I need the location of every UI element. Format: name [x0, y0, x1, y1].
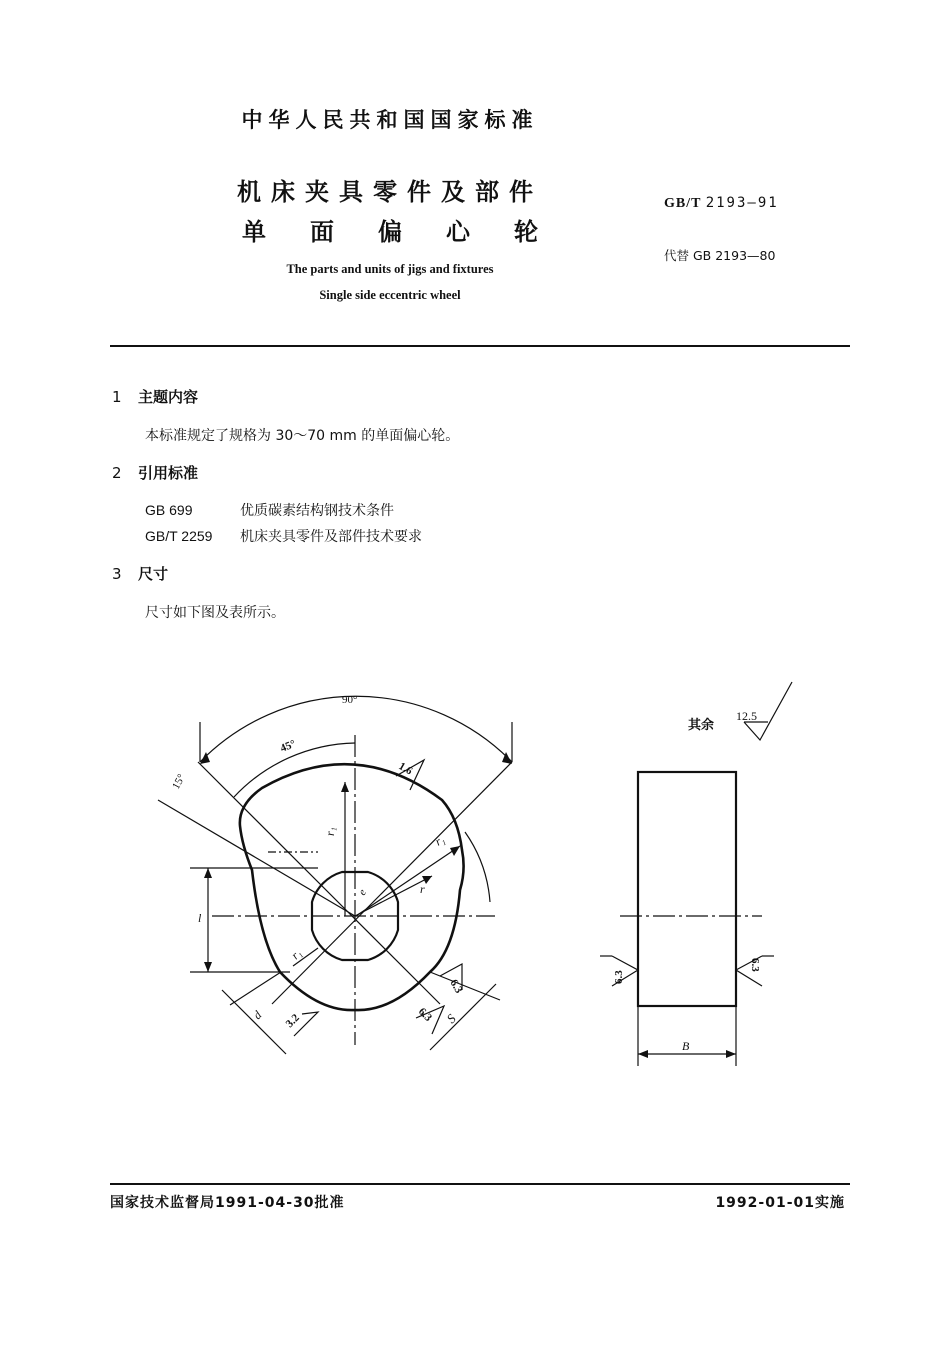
replaces-standard: 代替 GB 2193—80: [664, 248, 776, 263]
r1-leader-right: [356, 846, 460, 916]
section-3-heading: [112, 563, 168, 584]
roughness-6-3-label: 6.3: [447, 977, 465, 996]
reference-name: 优质碳素结构钢技术条件: [240, 503, 394, 519]
section-3-text: 尺寸如下图及表所示。: [145, 605, 285, 621]
label-r1-bottom: r₁: [288, 945, 305, 963]
reference-item: [145, 526, 422, 546]
label-r: r: [420, 882, 425, 896]
arrow-icon: [204, 868, 212, 878]
eccentric-wheel-drawing: [0, 640, 950, 1100]
national-standard-heading: 中华人民共和国国家标准: [241, 108, 539, 132]
standard-prefix: GB/T: [664, 196, 702, 211]
footer-divider: [110, 1183, 850, 1185]
diagonal-line-1: [198, 762, 440, 1004]
roughness-12-5-label: 12.5: [736, 709, 757, 723]
section-1-text: 本标准规定了规格为 30～70 mm 的单面偏心轮。: [145, 428, 460, 444]
arc-90-dimension: [200, 696, 512, 762]
section-title: 尺寸: [138, 565, 169, 583]
reference-code: GB/T 2259: [145, 528, 213, 544]
english-title-line-1: The parts and units of jigs and fixtures: [286, 262, 494, 276]
approval-info: 国家技术监督局1991-04-30批准: [110, 1195, 345, 1211]
reference-code: GB 699: [145, 502, 193, 518]
header-divider: [110, 345, 850, 347]
angle-90-label: 90°: [342, 694, 358, 706]
angle-15-label: 15°: [170, 772, 188, 792]
english-title-line-2: Single side eccentric wheel: [319, 288, 461, 302]
roughness-6-3-label: 6.3: [749, 958, 761, 972]
roughness-6-3-label: 6.3: [613, 970, 625, 984]
label-s: S: [443, 1010, 459, 1027]
side-view-outline: [638, 772, 736, 1006]
section-title: 引用标准: [138, 464, 199, 482]
title-line-1: 机床夹具零件及部件: [237, 178, 543, 206]
arc-r-dimension: [465, 832, 490, 902]
label-b: B: [682, 1039, 690, 1053]
section-number: 1: [112, 388, 122, 406]
arrow-icon: [204, 962, 212, 972]
label-e: e: [356, 887, 370, 898]
arrow-icon: [450, 846, 460, 856]
angle-45-label: 45°: [278, 737, 298, 755]
diagonal-line-2: [272, 762, 512, 1004]
d-extension: [230, 972, 281, 1005]
arc-45-dimension: [234, 743, 355, 797]
label-l: l: [198, 911, 202, 925]
roughness-1-6-label: 1.6: [396, 760, 415, 778]
remaining-surfaces-label: 其余: [688, 717, 715, 732]
wheel-outline: [240, 764, 464, 1010]
reference-name: 机床夹具零件及部件技术要求: [240, 529, 422, 545]
section-2-heading: [112, 462, 198, 483]
arrow-icon: [341, 782, 349, 792]
section-1-heading: [112, 386, 198, 407]
label-r1-top: r₁: [323, 827, 337, 836]
section-number: 3: [112, 565, 122, 583]
arrow-icon: [726, 1050, 736, 1058]
standard-number-value: 2193—91: [705, 195, 779, 211]
arrow-icon: [638, 1050, 648, 1058]
section-title: 主题内容: [138, 388, 199, 406]
roughness-6-3-label: 6.3: [415, 1005, 435, 1024]
implementation-info: 1992-01-01实施: [715, 1195, 845, 1211]
title-line-2: 单面偏心轮: [242, 218, 582, 246]
reference-item: [145, 500, 394, 520]
roughness-3-2-label: 3.2: [283, 1011, 302, 1031]
label-r1-right: r₁: [432, 832, 448, 849]
standard-number: [664, 195, 779, 212]
section-number: 2: [112, 464, 122, 482]
label-d: d: [250, 1007, 265, 1023]
